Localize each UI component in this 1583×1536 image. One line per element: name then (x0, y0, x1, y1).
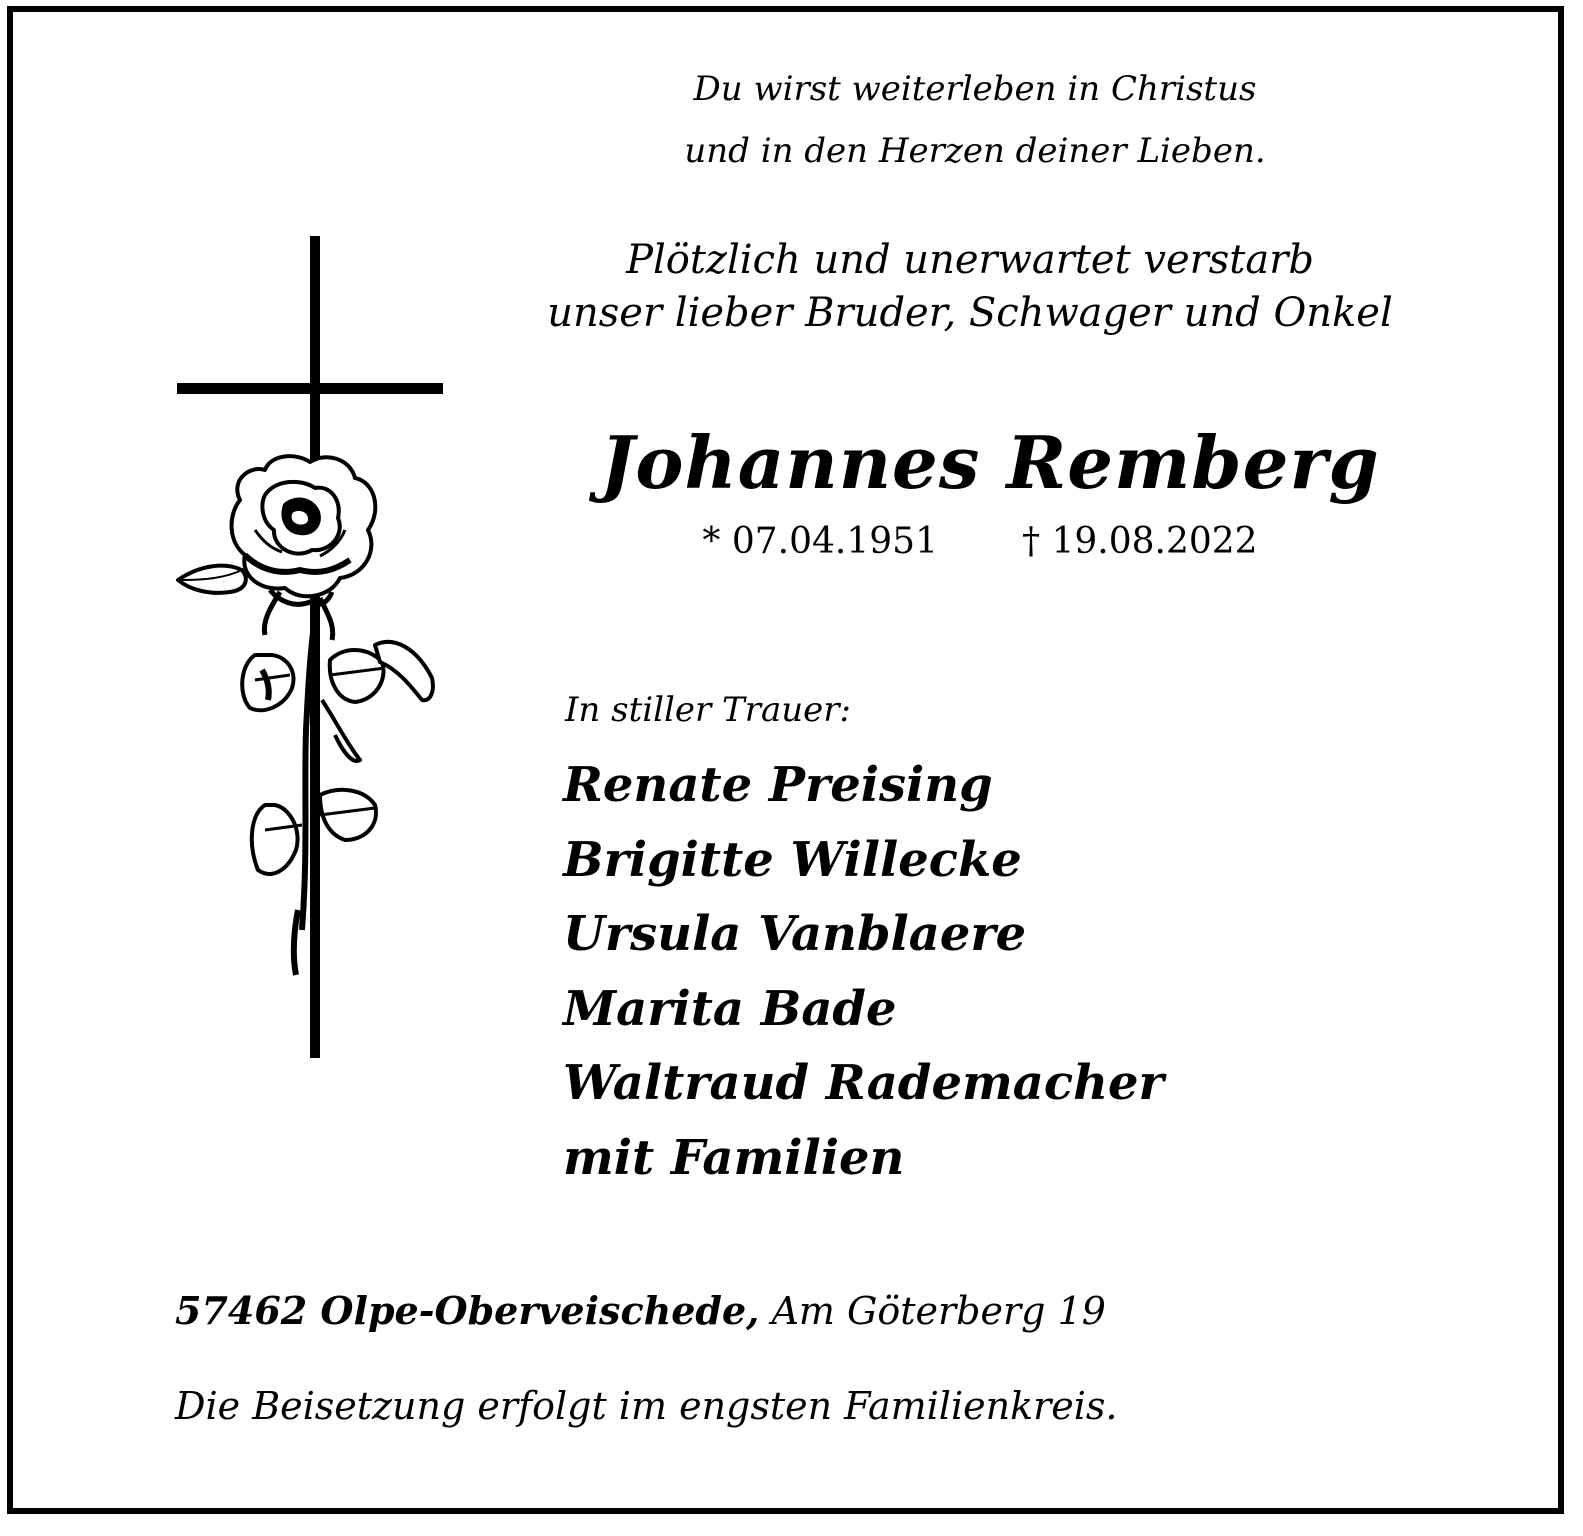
verse (600, 58, 1350, 182)
burial-note: Die Beisetzung erfolgt im engsten Familienkreis. (175, 1384, 1118, 1428)
death-date: † 19.08.2022 (1022, 521, 1258, 562)
birth-date: * 07.04.1951 (702, 521, 938, 562)
mourner-family: mit Familien (563, 1129, 905, 1186)
verse-line-2: und in den Herzen deiner Lieben. (684, 131, 1266, 171)
verse-line-1: Du wirst weiterleben in Christus (693, 69, 1257, 109)
address-street: Am Göterberg 19 (771, 1289, 1106, 1333)
mourners-list (563, 748, 1164, 1195)
address-place: 57462 Olpe-Oberveischede, (175, 1288, 760, 1333)
cross-and-rose-icon (170, 230, 450, 1070)
mourner-name: Ursula Vanblaere (563, 906, 1027, 962)
mourning-label: In stiller Trauer: (565, 690, 851, 730)
rose-icon (178, 456, 433, 975)
address (175, 1288, 1106, 1333)
life-dates (600, 521, 1360, 562)
mourner-name: Renate Preising (563, 757, 993, 813)
deceased-name: Johannes Remberg (600, 420, 1380, 505)
mourner-name: Waltraud Rademacher (563, 1055, 1164, 1111)
death-announcement (520, 234, 1420, 340)
announcement-line-1: Plötzlich und unerwartet verstarb (626, 237, 1314, 283)
mourner-name: Marita Bade (563, 980, 897, 1037)
mourner-name: Brigitte Willecke (563, 831, 1022, 888)
announcement-line-2: unser lieber Bruder, Schwager und Onkel (547, 290, 1393, 336)
